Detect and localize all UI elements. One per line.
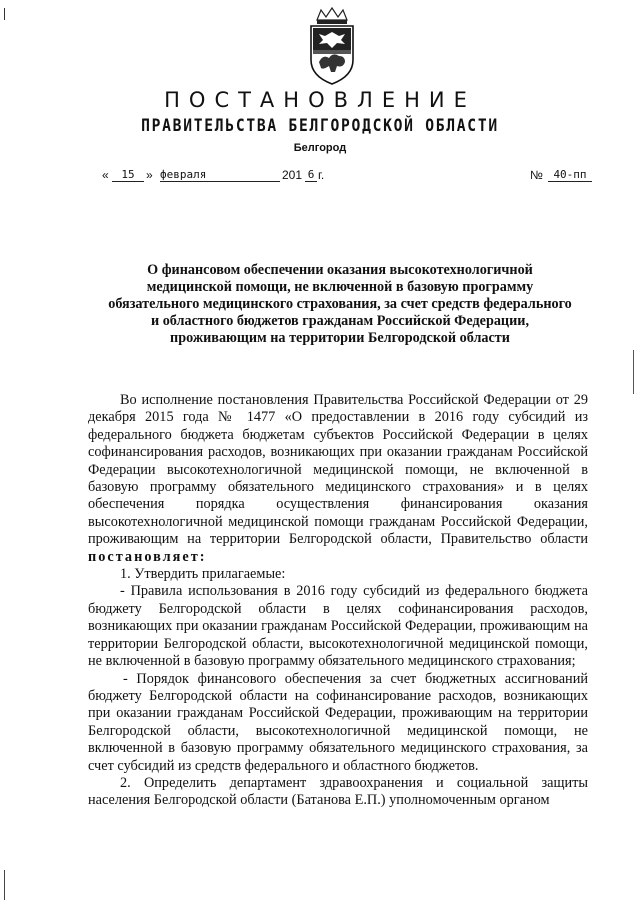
preamble-paragraph <box>88 392 588 566</box>
scan-mark <box>4 870 5 900</box>
item-2: 2. Определить департамент здравоохранения и социальной защиты населения Белгородской области (Батанова Е.П.) уполномоченным органом <box>88 774 588 809</box>
date-day: 15 <box>112 168 144 182</box>
city-name: Белгород <box>293 142 347 154</box>
scan-mark <box>4 8 5 20</box>
date-open-quote: « <box>102 168 109 182</box>
date-year-unit: г. <box>318 168 325 182</box>
subject-line: проживающим на территории Белгородской области <box>170 330 510 346</box>
document-number: 40-пп <box>548 168 592 182</box>
number-label: № <box>530 168 543 182</box>
item-1-a: - Правила использования в 2016 году субсидий из федерального бюджета бюджету Белгородской области в целях софинансирования расходов, возникающих при оказании гражданам Российской Федерации, проживающим на территории Белгородской области, высокотехнологичной медицинской помощи, не включенной в базовую программу обязательного медицинского страхования; <box>88 583 588 670</box>
date-close-quote: » <box>146 168 153 182</box>
date-year-suffix: 6 <box>305 168 317 182</box>
item-1-b: - Порядок финансового обеспечения за счет бюджетных ассигнований бюджету Белгородской области на софинансирование расходов, возникающих при оказании гражданам Российской Федерации, проживающим на территории Белгородской области, высокотехнологичной медицинской помощи, не включенной в базовую программу обязательного медицинского страхования, за счет субсидий из средств федерального и областного бюджетов. <box>88 670 588 774</box>
document-subject <box>40 262 640 347</box>
item-1: 1. Утвердить прилагаемые: <box>120 566 286 583</box>
issuing-authority: ПРАВИТЕЛЬСТВА БЕЛГОРОДСКОЙ ОБЛАСТИ <box>141 116 499 136</box>
belgorod-coat-of-arms-icon <box>305 6 359 86</box>
date-month: февраля <box>160 168 280 182</box>
subject-line: обязательного медицинского страхования, за счет средств федерального <box>108 296 572 312</box>
subject-line: О финансовом обеспечении оказания высокотехнологичной <box>147 262 533 278</box>
document-title: ПОСТАНОВЛЕНИЕ <box>164 88 476 112</box>
preamble-text: Во исполнение постановления Правительства Российской Федерации от 29 декабря 2015 года № 1477 «О предоставлении в 2016 году субсидий из федерального бюджета бюджетам субъектов Российской Федерации в целях софинансирования расходов, возникающих при оказании гражданам Российской Федерации высокотехнологичной медицинской помощи, не включенной в базовую программу обязательного медицинского страхования» и в целях обеспечения порядка осуществления финансирования оказания высокотехнологичной медицинской помощи гражданам Российской Федерации, проживающим на территории Белгородской области, Правительство области <box>88 392 588 548</box>
scan-mark <box>633 350 634 394</box>
date-number-line <box>102 168 592 186</box>
subject-line: медицинской помощи, не включенной в базовую программу <box>146 279 534 295</box>
date-year-prefix: 201 <box>282 168 303 182</box>
subject-line: и областного бюджетов гражданам Российской Федерации, <box>150 313 530 329</box>
decree-word: постановляет: <box>88 548 207 565</box>
document-body <box>88 392 588 810</box>
